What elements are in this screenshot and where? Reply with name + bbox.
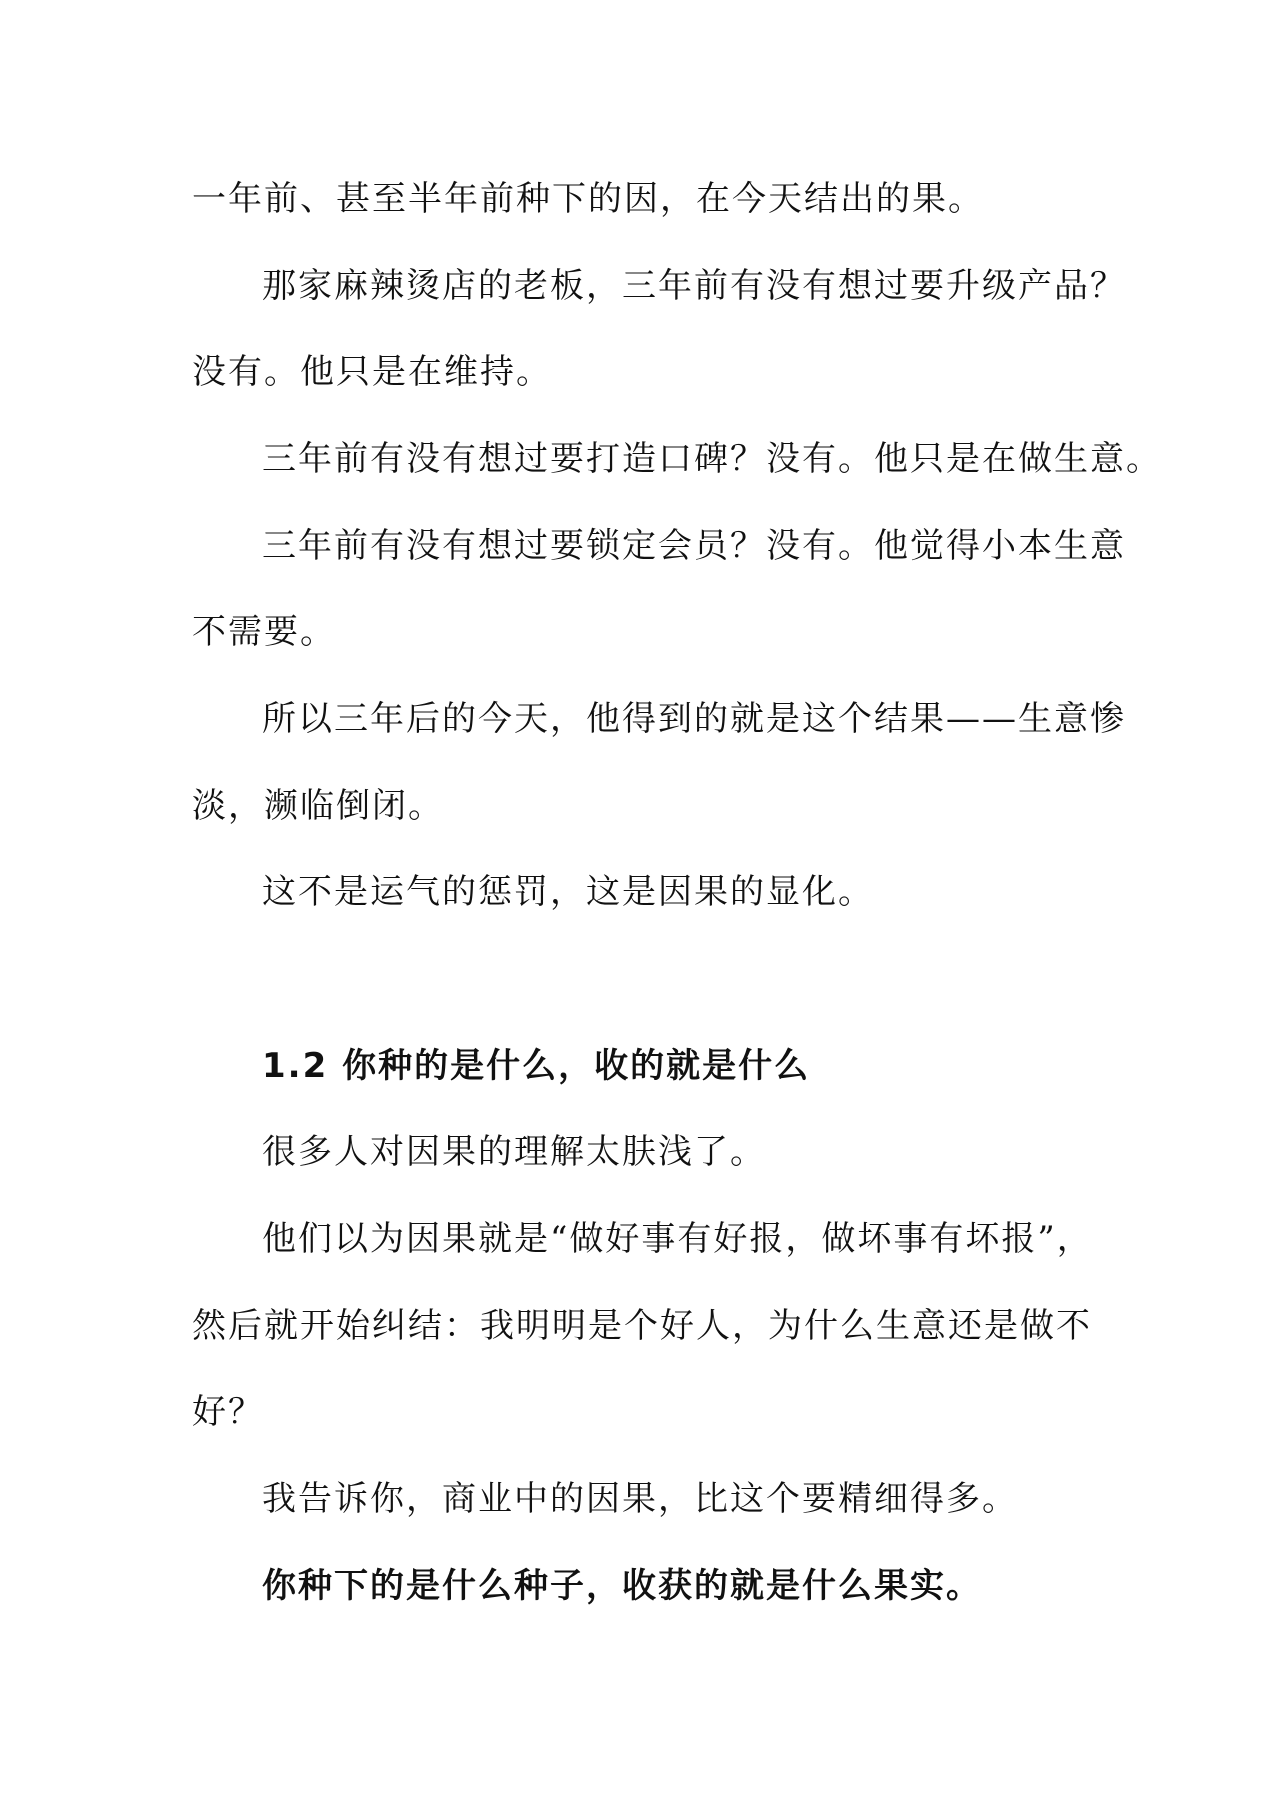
paragraph-line: 那家麻辣烫店的老板，三年前有没有想过要升级产品？ (262, 266, 1126, 306)
paragraph-line: 三年前有没有想过要锁定会员？没有。他觉得小本生意 (262, 526, 1126, 566)
paragraph-line: 好？ (192, 1392, 264, 1432)
paragraph-line: 这不是运气的惩罚，这是因果的显化。 (262, 872, 874, 912)
paragraph-line: 他们以为因果就是“做好事有好报，做坏事有坏报”， (262, 1219, 1093, 1259)
paragraph-line: 我告诉你，商业中的因果，比这个要精细得多。 (262, 1479, 1018, 1519)
paragraph-line: 淡，濒临倒闭。 (192, 786, 444, 826)
paragraph-line: 三年前有没有想过要打造口碑？没有。他只是在做生意。 (262, 439, 1162, 479)
bold-paragraph-line: 你种下的是什么种子，收获的就是什么果实。 (262, 1566, 982, 1606)
paragraph-line: 然后就开始纠结：我明明是个好人，为什么生意还是做不 (192, 1306, 1092, 1346)
section-heading: 1.2 你种的是什么，收的就是什么 (262, 1046, 811, 1086)
paragraph-line: 所以三年后的今天，他得到的就是这个结果——生意惨 (262, 699, 1126, 739)
paragraph-line: 很多人对因果的理解太肤浅了。 (262, 1132, 766, 1172)
paragraph-line: 一年前、甚至半年前种下的因，在今天结出的果。 (192, 179, 984, 219)
paragraph-line: 没有。他只是在维持。 (192, 352, 552, 392)
paragraph-line: 不需要。 (192, 612, 336, 652)
